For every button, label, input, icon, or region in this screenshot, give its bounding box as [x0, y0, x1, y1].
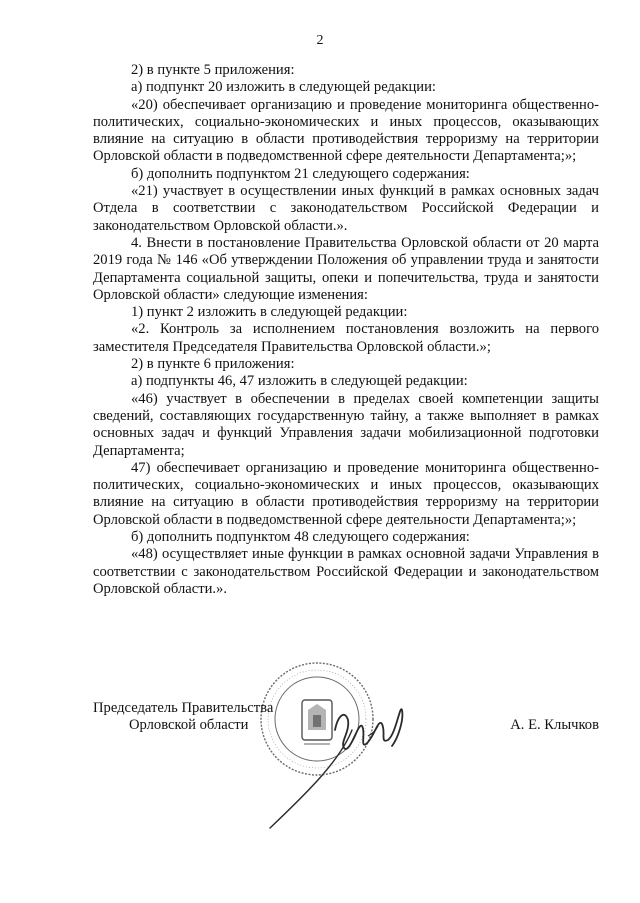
- paragraph: «2. Контроль за исполнением постановления возложить на первого заместителя Председателя Правительства Орловской области.»;: [93, 321, 599, 355]
- paragraph: а) подпункт 20 изложить в следующей редакции:: [131, 79, 436, 96]
- paragraph: 47) обеспечивает организацию и проведение мониторинга общественно-политических, социально-экономических и иных процессов, оказывающих влияние на ситуацию в области противодействия терроризму на территории Орловской области в подведомственной сфере деятельности Департамента;»;: [93, 459, 599, 528]
- paragraph: 2) в пункте 6 приложения:: [131, 356, 295, 373]
- document-body: [93, 62, 599, 598]
- paragraph: 2) в пункте 5 приложения:: [131, 62, 295, 78]
- signatory-title-line2: Орловской области: [129, 717, 249, 734]
- paragraph: 1) пункт 2 изложить в следующей редакции:: [131, 304, 408, 321]
- paragraph: «46) участвует в обеспечении в пределах своей компетенции защиты сведений, составляющих государственную тайну, а также выполняет в рамках основных задач и функций Управления задачи мобилизационной подготовки Департамента;: [93, 390, 599, 459]
- signatory-title-line1: Председатель Правительства: [93, 700, 274, 716]
- paragraph: «21) участвует в осуществлении иных функций в рамках основных задач Отдела в соответствии с законодательством Российской Федерации и законодательством Орловской области.».: [93, 183, 599, 234]
- signatory-name: А. Е. Клычков: [510, 717, 599, 733]
- page-number: 2: [316, 33, 324, 48]
- signatory-title: [93, 700, 273, 735]
- paragraph: б) дополнить подпунктом 21 следующего содержания:: [131, 165, 470, 182]
- paragraph: «20) обеспечивает организацию и проведение мониторинга общественно-политических, социально-экономических и иных процессов, оказывающих влияние на ситуацию в области противодействия терроризму на территории Орловской области в подведомственной сфере деятельности Департамента;»;: [93, 96, 599, 165]
- handwritten-signature-icon: [240, 660, 440, 840]
- paragraph: 4. Внести в постановление Правительства Орловской области от 20 марта 2019 года № 146 «Об утверждении Положения об управлении труда и занятости Департамента социальной защиты, опеки и попечительства, труда и занятости Орловской области» следующие изменения:: [93, 234, 599, 303]
- paragraph: а) подпункты 46, 47 изложить в следующей редакции:: [131, 373, 468, 390]
- paragraph: б) дополнить подпунктом 48 следующего содержания:: [131, 529, 470, 546]
- paragraph: «48) осуществляет иные функции в рамках основной задачи Управления в соответствии с законодательством Российской Федерации и законодательством Орловской области.».: [93, 546, 599, 597]
